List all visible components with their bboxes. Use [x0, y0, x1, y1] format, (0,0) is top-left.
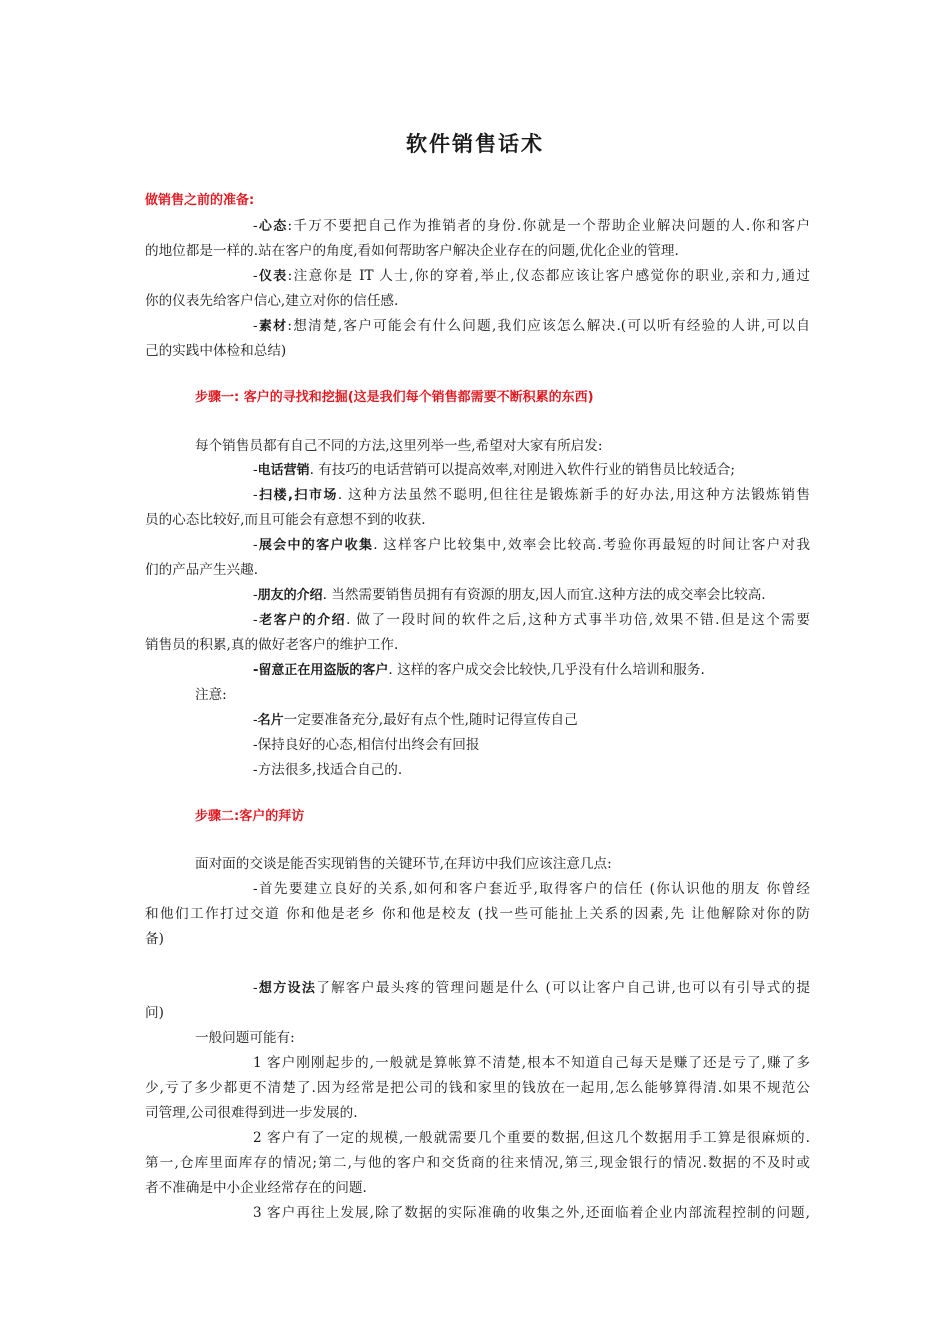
- prep-look-keyword: 仪表: [257, 269, 288, 284]
- step1-method-friend: -朋友的介绍. 当然需要销售员拥有有资源的朋友,因人而宜.这种方法的成交率会比较高.: [253, 587, 766, 603]
- step2-heading: 步骤二:客户的拜访: [195, 809, 305, 824]
- step2-issue2-line3: 者不准确是中小企业经常存在的问题.: [145, 1180, 367, 1196]
- prep-material-line1: -素材:想清楚,客户可能会有什么问题,我们应该怎么解决.(可以听有经验的人讲,可以自: [253, 318, 810, 334]
- step2-point1-line2: 和他们工作打过交道 你和他是老乡 你和他是校友 (找一些可能扯上关系的因素,先 让他解除对你的防: [145, 906, 810, 922]
- step1-method-expo-line2: 们的产品产生兴趣.: [145, 562, 259, 578]
- step1-intro: 每个销售员都有自己不同的方法,这里列举一些,希望对大家有所启发:: [195, 438, 603, 454]
- method-sweep-keyword: 扫楼,扫市场: [257, 488, 338, 503]
- method-phone-keyword: 电话营销: [257, 463, 310, 478]
- step2-point1-line1: -首先要建立良好的关系,如何和客户套近乎,取得客户的信任 (你认识他的朋友 你曾经: [253, 881, 810, 897]
- prep-mind-line2: 的地位都是一样的.站在客户的角度,看如何帮助客户解决企业存在的问题,优化企业的管理.: [145, 243, 679, 259]
- step2-issue1-line1: 1 客户刚刚起步的,一般就是算帐算不清楚,根本不知道自己每天是赚了还是亏了,赚了多: [253, 1055, 810, 1071]
- step2-intro: 面对面的交谈是能否实现销售的关键环节,在拜访中我们应该注意几点:: [195, 856, 612, 872]
- document-title: 软件销售话术: [406, 132, 544, 156]
- step1-note-card: -名片一定要准备充分,最好有点个性,随时记得宣传自己: [253, 712, 578, 728]
- prep-look-line2: 你的仪表先给客户信心,建立对你的信任感.: [145, 293, 399, 309]
- step1-heading: 步骤一: 客户的寻找和挖掘(这是我们每个销售都需要不断积累的东西): [195, 390, 594, 405]
- prep-mind-line1: -心态:千万不要把自己作为推销者的身份.你就是一个帮助企业解决问题的人.你和客户: [253, 218, 810, 234]
- prep-look-line1: -仪表:注意你是 IT 人士,你的穿着,举止,仪态都应该让客户感觉你的职业,亲和力,通过: [253, 268, 810, 284]
- step2-issue1-line3: 司管理,公司很难得到进一步发展的.: [145, 1105, 358, 1121]
- method-friend-keyword: 朋友的介绍: [257, 588, 323, 603]
- step2-point1-line3: 备): [145, 931, 164, 947]
- step1-method-sweep-line1: -扫楼,扫市场. 这种方法虽然不聪明,但往往是锻炼新手的好办法,用这种方法锻炼销售: [253, 487, 810, 503]
- note-card-keyword: 名片: [257, 713, 284, 728]
- step1-method-expo-line1: -展会中的客户收集. 这样客户比较集中,效率会比较高.考验你再最短的时间让客户对我: [253, 537, 810, 553]
- method-expo-keyword: 展会中的客户收集: [257, 538, 374, 553]
- step2-issue2-line1: 2 客户有了一定的规模,一般就需要几个重要的数据,但这几个数据用手工算是很麻烦的.: [253, 1130, 810, 1146]
- prep-material-line2: 己的实践中体检和总结): [145, 343, 287, 359]
- step2-point2-line2: 问): [145, 1005, 164, 1021]
- step1-method-sweep-line2: 员的心态比较好,而且可能会有意想不到的收获.: [145, 512, 426, 528]
- step1-note-label: 注意:: [195, 687, 227, 703]
- step2-issue3-line1: 3 客户再往上发展,除了数据的实际准确的收集之外,还面临着企业内部流程控制的问题,: [253, 1205, 810, 1221]
- prep-material-keyword: 素材: [257, 319, 288, 334]
- step2-common-label: 一般问题可能有:: [195, 1030, 295, 1046]
- step1-note-mindset: -保持良好的心态,相信付出终会有回报: [253, 737, 480, 753]
- step2-issue2-line2: 第一,仓库里面库存的情况;第二,与他的客户和交货商的往来情况,第三,现金银行的情况.数据的不及时或: [145, 1155, 810, 1171]
- point2-keyword: 想方设法: [257, 981, 317, 996]
- step1-note-method: -方法很多,找适合自己的.: [253, 762, 403, 778]
- prep-mind-keyword: 心态: [257, 219, 288, 234]
- step1-method-phone: -电话营销. 有技巧的电话营销可以提高效率,对刚进入软件行业的销售员比较适合;: [253, 462, 735, 478]
- method-pirate-keyword: 留意正在用盗版的客户: [258, 663, 389, 678]
- method-referral-keyword: 老客户的介绍: [257, 613, 347, 628]
- prep-heading: 做销售之前的准备:: [145, 193, 255, 208]
- step1-method-referral-line2: 销售员的积累,真的做好老客户的维护工作.: [145, 637, 399, 653]
- step1-method-pirate: -留意正在用盗版的客户. 这样的客户成交会比较快,几乎没有什么培训和服务.: [253, 662, 705, 678]
- step2-issue1-line2: 少,亏了多少都更不清楚了.因为经常是把公司的钱和家里的钱放在一起用,怎么能够算得清.如果不规范公: [145, 1080, 810, 1096]
- step1-method-referral-line1: -老客户的介绍. 做了一段时间的软件之后,这种方式事半功倍,效果不错.但是这个需要: [253, 612, 810, 628]
- step2-point2-line1: -想方设法了解客户最头疼的管理问题是什么 (可以让客户自己讲,也可以有引导式的提: [253, 980, 810, 996]
